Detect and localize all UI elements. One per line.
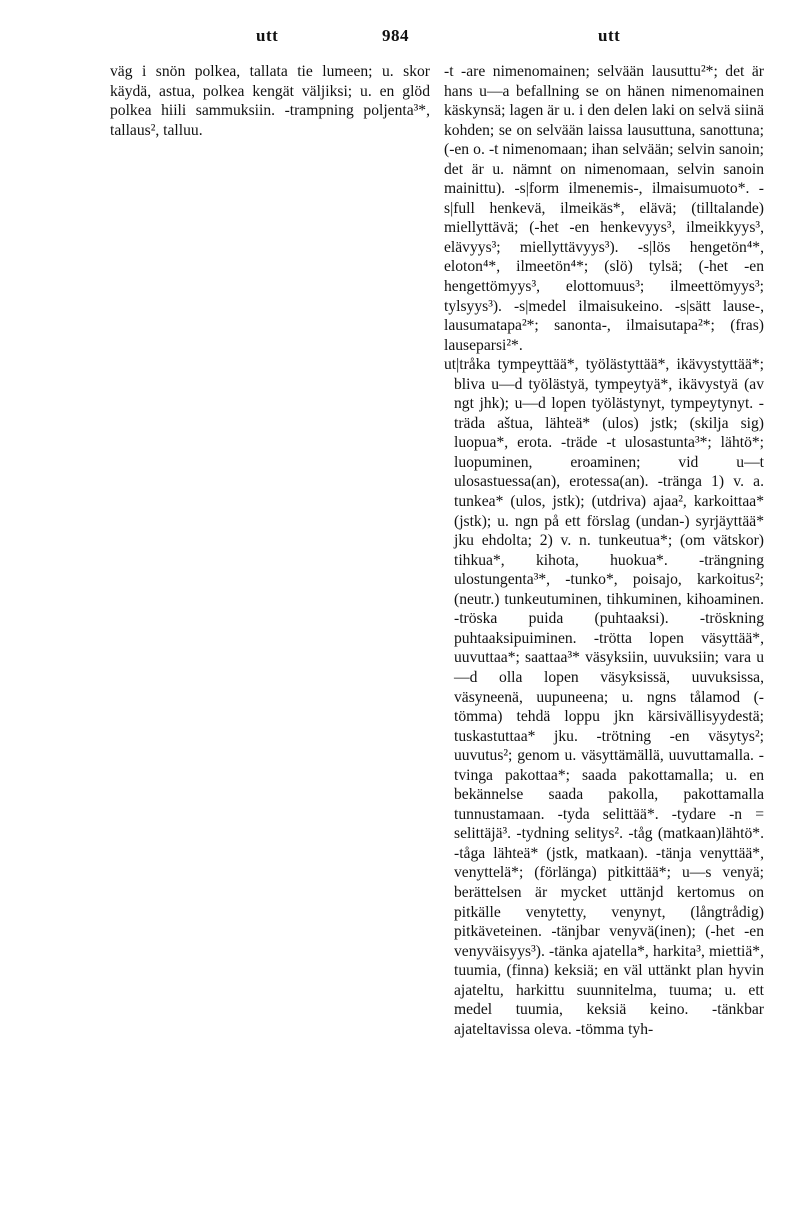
right-entry: ut|tråka tympeyttää*, työlästyttää*, ikävystyttää*; bliva u—d työlästyä, tympeytyä*, ikävystyä (av ngt jhk); u—d lopen työlästynyt, tympeytynyt. -träda aštua, lähteä* (ulos) jstk; (skilja sig) luopua*, erota. -träde -t ulosastunta³*; lähtö*; luopuminen, eroaminen; vid u—t ulosastuessa(an), erotessa(an). -tränga 1) v. a. tunkea* (ulos, jstk); (utdriva) ajaa², karkoittaa* (jstk); u. ngn på ett förslag (undan-) syrjäyttää* jku ehdolta; 2) v. n. tunkeutua*; (om vätskor) tihkua*, kihota, huokua*. -trängning ulostungenta³*, -tunko*, poisajo, karkoitus²; (neutr.) tunkeutuminen, tihkuminen, kihoaminen. -tröska puida (puhtaaksi). -tröskning puhtaaksipuiminen. -trötta lopen väsyttää*, uuvuttaa*; saattaa³* väsyksiin, uuvuksiin; vara u—d olla lopen väsyksissä, uuvuksissa, väsyneenä, uupuneena; u. ngns tålamod (-tömma) tehdä loppu jkn kärsivällisyydestä; tuskastuttaa* jku. -trötning -en väsytys²; uuvutus²; genom u. väsyttämällä, uuvuttamalla. -tvinga pakottaa*; saada pakottamalla; u. en bekännelse saada pakolla, pakottamalla tunnustamaan. -tyda selittää*. -tydare -n = selittäjä³. -tydning selitys². -tåg (matkaan)lähtö*. -tåga lähteä* (jstk, matkaan). -tänja venyttää*, venyttelä*; (förlänga) pitkittää*; u—s venyä; berättelsen är mycket uttänjd kertomus on pitkälle venytetty, venynyt, (långtrådig) pitkäveteinen. -tänjbar venyvä(inen); (-het -en venyväisyys³). -tänka ajatella*, harkita³, miettiä*, tuumia, (finna) keksiä; en väl uttänkt plan hyvin ajateltu, harkittu suunnitelma, tuuma; u. ett medel tuumia, keksiä keino. -tänkbar ajateltavissa oleva. -tömma tyh- [444,356,764,1038]
page-number: 984 [382,26,409,45]
left-column [110,62,430,140]
right-guide-word: utt [598,26,621,45]
left-entry: väg i snön polkea, tallata tie lumeen; u. skor käydä, astua, polkea kengät väljiksi; u. en glöd polkea hiili sammuksiin. -trampning poljenta³*, tallaus², talluu. [110,63,430,139]
right-column [444,62,764,1039]
left-guide-word: utt [256,26,279,45]
right-entry: -t -are nimenomainen; selvään lausuttu²*; det är hans u—a befallning se on hänen nimenomainen käskynsä; lagen är u. i den delen laki on selvä siinä kohden; se on selvään laissa lausuttuna, sanottuna; (-en o. -t nimenomaan; ihan selvään; selvin sanoin; det är u. nämnt on nimenomaan, selvin sanoin mainittu). -s|form ilmenemis-, ilmaisumuoto*. -s|full henkevä, ilmeikäs*, elävä; (tilltalande) miellyttävä; (-het -en henkevyys³, ilmeikkyys³, elävyys³; miellyttävyys³). -s|lös hengetön⁴*, eloton⁴*, ilmeetön⁴*; (slö) tylsä; (-het -en hengettömyys³, elottomuus³; ilmeettömyys³; tylsyys³). -s|medel ilmaisukeino. -s|sätt lause-, lausumatapa²*; sanonta-, ilmaisutapa²*; (fras) lauseparsi²*. [444,63,764,354]
column-divider [437,62,438,1162]
